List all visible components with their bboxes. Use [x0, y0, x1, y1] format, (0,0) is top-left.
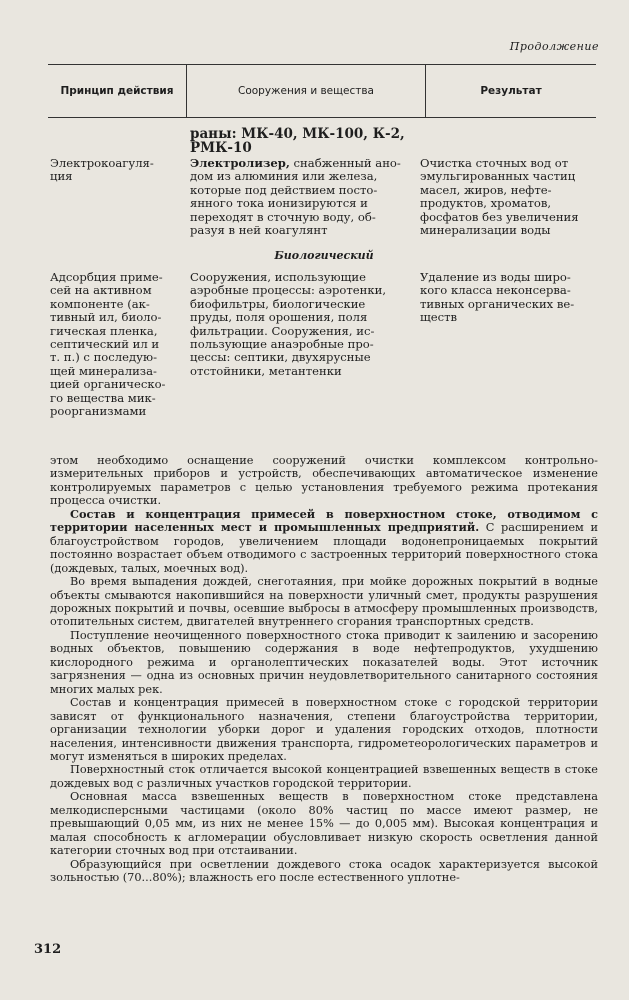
row1-result: Очистка сточных вод от эмульгированных частиц масел, жиров, нефте- продуктов, хроматов, фосфатов без увеличения минерализации воды — [420, 156, 579, 238]
column-header-structures: Сооружения и вещества — [187, 65, 426, 117]
paragraph-3: Во время выпадения дождей, снеготаяния, при мойке дорожных покрытий в водные объекты смываются накопившийся на поверхности уличный смет, продукты разрушения дорожных покрытий и почвы, осевшие выбросы в атмосферу промышленных производств, отопительных систем, двигателей внутреннего сгорания транспортных средств. — [50, 575, 598, 629]
paragraph-6: Поверхностный сток отличается высокой концентрацией взвешенных веществ в стоке дождевых вод с различных участков городской территории. — [50, 763, 598, 790]
row1-structures-bold: Электролизер, — [190, 156, 290, 170]
section-heading: Состав и концентрация примесей в поверхностном стоке, отводимом с территории населенных мест и промышленных предприятий. — [50, 506, 598, 535]
row1-structures-text: снабженный ано- дом из алюминия или железа, которые под действием посто- янного тока ионизируются и переходят в сточную воду, об- разуя в ней коагулянт — [190, 156, 401, 238]
paragraph-4: Поступление неочищенного поверхностного стока приводит к заилению и засорению водных объектов, повышению содержания в воде нефтепродуктов, ухудшению кислородного режима и органолептических показателей воды. Этот источник загрязнения — одна из основных причин неудовлетворительного санитарного состояния многих малых рек. — [50, 628, 598, 696]
continuation-label: Продолжение — [509, 40, 599, 53]
row2-structures: Сооружения, использующие аэробные процессы: аэротенки, биофильтры, биологические пруды, поля орошения, поля фильтрации. Сооружения, ис- пользующие анаэробные про- цессы: септики, двухярусные отстойники, метантенки — [190, 270, 387, 378]
section-biological: Биологический — [274, 249, 374, 262]
body-text — [50, 454, 598, 885]
table-continuation-text: раны: МК-40, МК-100, К-2, РМК-10 — [190, 126, 405, 156]
column-header-principle: Принцип действия — [48, 65, 187, 117]
table-header — [48, 64, 596, 118]
row2-principle: Адсорбция приме- сей на активном компоненте (ак- тивный ил, биоло- гическая пленка, септический ил и т. п.) с последую- щей минерализа- цией органическо- го вещества мик- роорганизмами — [50, 270, 166, 419]
row2-result: Удаление из воды широ- кого класса неконсерва- тивных органических ве- ществ — [420, 270, 575, 325]
paragraph-8: Образующийся при осветлении дождевого стока осадок характеризуется высокой зольностью (70...80%); влажность его после естественного уплотне- — [50, 857, 598, 885]
paragraph-7: Основная масса взвешенных веществ в поверхностном стоке представлена мелкодисперсными частицами (около 80% частиц по массе имеют размер, не превышающий 0,05 мм, из них не менее 15% — до 0,005 мм). Высокая концентрация и малая способность к агломерации обусловливает низкую скорость осветления данной категории сточных вод при отстаивании. — [50, 790, 598, 858]
row1-structures — [190, 157, 401, 237]
paragraph-5: Состав и концентрация примесей в поверхностном стоке с городской территории зависят от функционального назначения, степени благоустройства территории, организации технологии уборки дорог и удаления городских отходов, плотности населения, интенсивности движения транспорта, гидрометеорологических параметров и могут изменяться в широких пределах. — [50, 696, 598, 763]
paragraph-1: этом необходимо оснащение сооружений очистки комплексом контрольно-измерительных приборов и устройств, обеспечивающих автоматическое изменение контролируемых параметров с целью установления требуемого режима протекания процесса очистки. — [50, 454, 598, 508]
paragraph-2-text: С расширением и благоустройством городов, увеличением площади водонепроницаемых покрытий постоянно возрастает объем отводимого с застроенных территорий поверхностного стока (дождевых, талых, моечных вод). — [50, 521, 598, 575]
paragraph-2 — [50, 508, 598, 575]
row1-principle: Электрокоагуля- ция — [50, 156, 154, 184]
page-number: 312 — [34, 942, 62, 957]
column-header-result: Результат — [480, 85, 542, 97]
